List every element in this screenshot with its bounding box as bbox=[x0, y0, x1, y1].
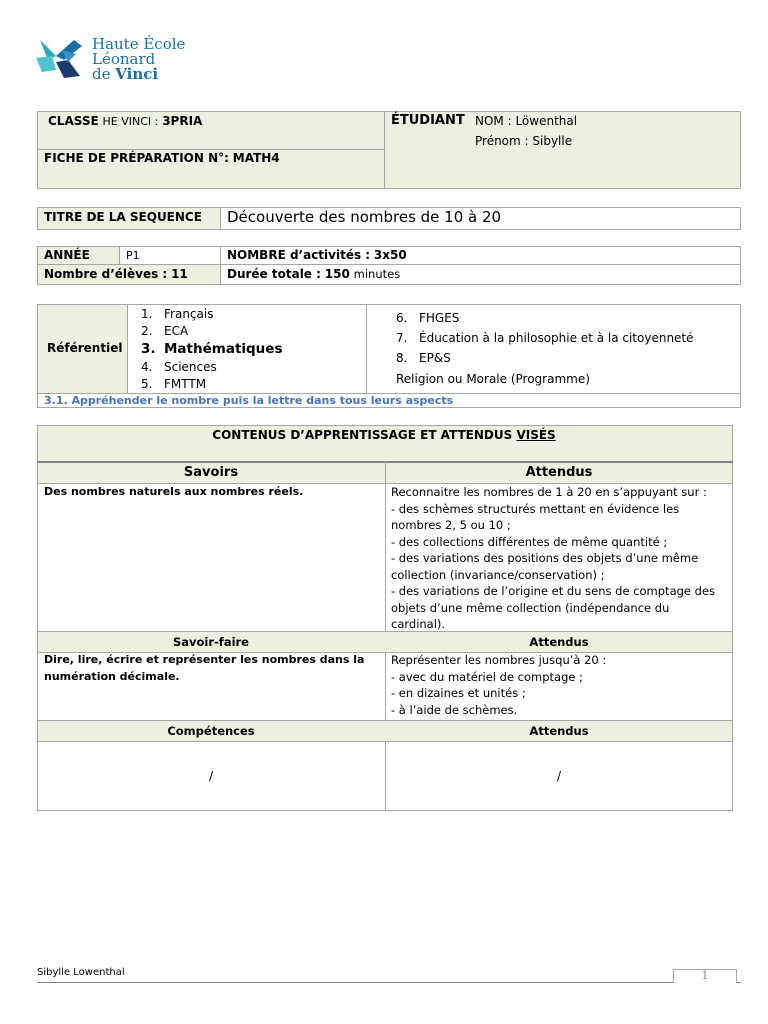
competences-header: Compétences bbox=[167, 724, 255, 738]
savoirs-attendus: Reconnaitre les nombres de 1 à 20 en s’appuyant sur : - des schèmes structurés mettant en évidence les nombres 2, 5 ou 10 ; - des collections différentes de même quantité ; - des variations des positions des objets d’une même collection (invariance/conservation) ; - des variations de l’origine et du sens de comptage des objets d’une même collection (indépendance du cardinal). bbox=[391, 485, 716, 631]
ref-item-1: 1. Français bbox=[141, 307, 214, 321]
savoirs-text: Des nombres naturels aux nombres réels. bbox=[44, 485, 304, 498]
student-nom: NOM : Löwenthal bbox=[475, 114, 578, 128]
ref-item-5: 5. FMTTM bbox=[141, 377, 207, 391]
logo-line-2: Léonard bbox=[92, 50, 156, 68]
sequence-label: TITRE DE LA SEQUENCE bbox=[44, 210, 202, 224]
competences-value: / bbox=[208, 769, 214, 783]
logo-line-1: Haute École bbox=[92, 35, 186, 53]
student-prenom: Prénom : Sibylle bbox=[475, 134, 573, 148]
ref-item-6: 6. FHGES bbox=[396, 311, 460, 325]
referentiel-label: Référentiel bbox=[47, 341, 123, 355]
page-number: 1 bbox=[701, 969, 709, 982]
logo-de: de bbox=[92, 65, 111, 83]
logo-line-3 bbox=[92, 66, 158, 82]
attendus-header: Attendus bbox=[525, 465, 593, 480]
logo-mark-icon bbox=[34, 36, 90, 80]
competences-attendus-header: Attendus bbox=[529, 724, 589, 738]
contenus-title: CONTENUS D’APPRENTISSAGE ET ATTENDUS VISÉS bbox=[212, 428, 556, 442]
ref-item-2: 2. ECA bbox=[141, 324, 189, 338]
nombre-eleves: Nombre d’élèves : 11 bbox=[44, 267, 188, 281]
logo-vinci: Vinci bbox=[115, 65, 159, 83]
ref-item-4: 4. Sciences bbox=[141, 360, 217, 374]
footer-rule bbox=[37, 982, 741, 983]
savoir-faire-text: Dire, lire, écrire et représenter les nombres dans la numération décimale. bbox=[44, 653, 365, 683]
etudiant-label: ÉTUDIANT bbox=[391, 113, 465, 128]
duree-totale: Durée totale : 150 minutes bbox=[227, 267, 401, 281]
religion-text: Religion ou Morale (Programme) bbox=[396, 372, 590, 386]
nombre-activites: NOMBRE d’activités : 3x50 bbox=[227, 248, 407, 262]
annee-label: ANNÉE bbox=[44, 248, 90, 262]
ref-item-7: 7. Éducation à la philosophie et à la citoyenneté bbox=[396, 331, 694, 345]
ref-item-8: 8. EP&S bbox=[396, 351, 451, 365]
fiche-line: FICHE DE PRÉPARATION N°: MATH4 bbox=[44, 151, 280, 165]
classe-line: CLASSE HE VINCI : 3PRIA bbox=[48, 114, 203, 128]
annee-value: P1 bbox=[126, 249, 140, 262]
savoir-faire-attendus-header: Attendus bbox=[529, 635, 589, 649]
competences-attendus-value: / bbox=[556, 769, 562, 783]
savoirs-header: Savoirs bbox=[183, 465, 239, 480]
sequence-title: Découverte des nombres de 10 à 20 bbox=[227, 208, 502, 226]
savoir-faire-attendus: Représenter les nombres jusqu’à 20 : - avec du matériel de comptage ; - en dizaines et unités ; - à l’aide de schèmes. bbox=[391, 653, 607, 717]
ref-item-3: 3. Mathématiques bbox=[141, 341, 283, 357]
savoir-faire-header: Savoir-faire bbox=[172, 635, 249, 649]
objective-text: 3.1. Appréhender le nombre puis la lettre dans tous leurs aspects bbox=[44, 394, 454, 407]
footer-author: Sibylle Lowenthal bbox=[37, 967, 125, 978]
